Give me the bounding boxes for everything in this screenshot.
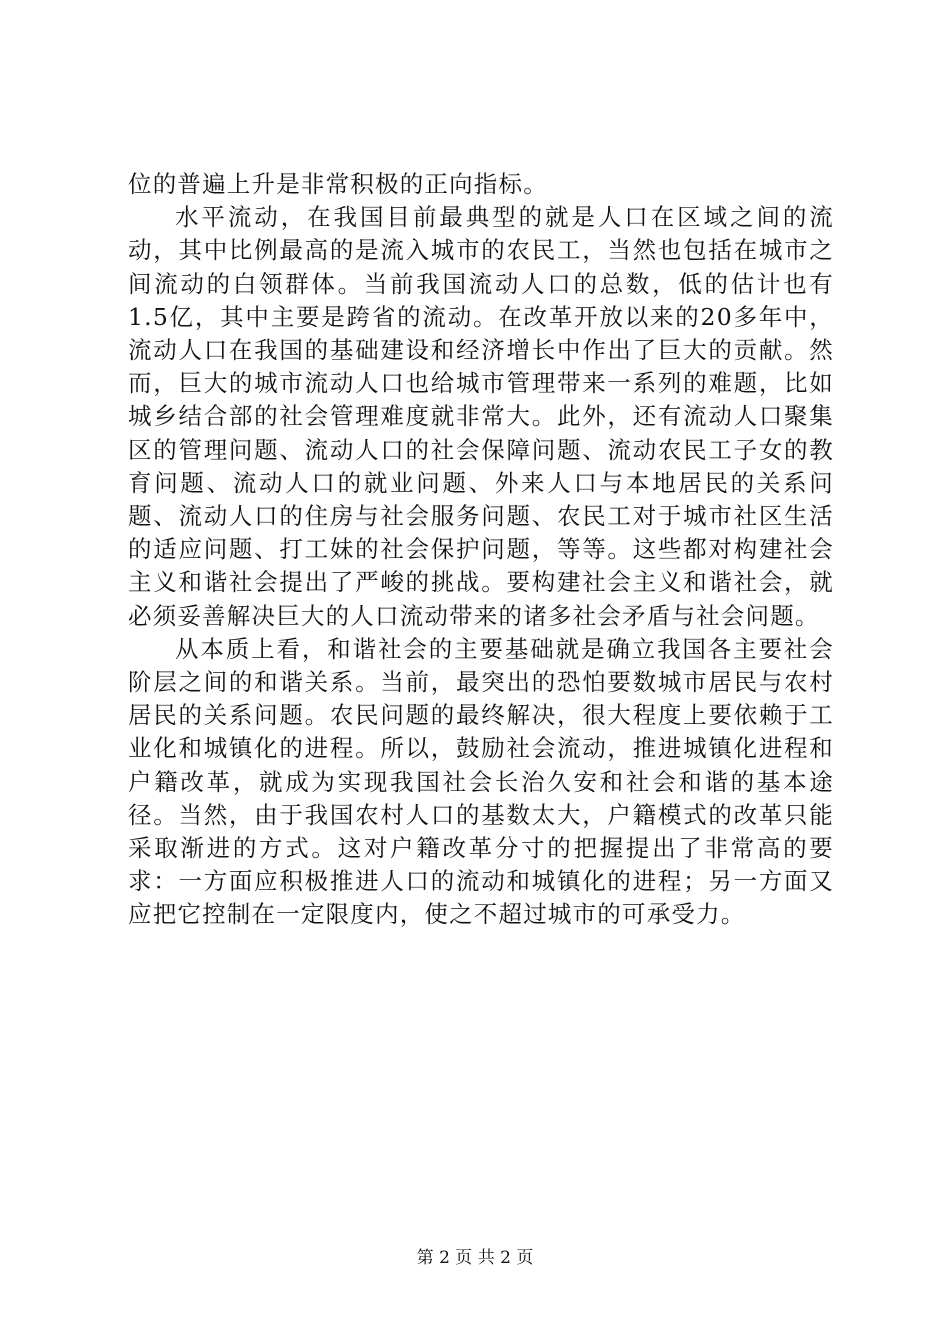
paragraph-horizontal-mobility: 水平流动，在我国目前最典型的就是人口在区域之间的流动，其中比例最高的是流入城市的农民工，当然也包括在城市之间流动的白领群体。当前我国流动人口的总数，低的估计也有1.5亿，其中主要是跨省的流动。在改革开放以来的20多年中，流动人口在我国的基础建设和经济增长中作出了巨大的贡献。然而，巨大的城市流动人口也给城市管理带来一系列的难题，比如城乡结合部的社会管理难度就非常大。此外，还有流动人口聚集区的管理问题、流动人口的社会保障问题、流动农民工子女的教育问题、流动人口的就业问题、外来人口与本地居民的关系问题、流动人口的住房与社会服务问题、农民工对于城市社区生活的适应问题、打工妹的社会保护问题，等等。这些都对构建社会主义和谐社会提出了严峻的挑战。要构建社会主义和谐社会，就必须妥善解决巨大的人口流动带来的诸多社会矛盾与社会问题。 (128, 203, 834, 630)
paragraph-harmonious-society: 从本质上看，和谐社会的主要基础就是确立我国各主要社会阶层之间的和谐关系。当前，最突出的恐怕要数城市居民与农村居民的关系问题。农民问题的最终解决，很大程度上要依赖于工业化和城镇化的进程。所以，鼓励社会流动，推进城镇化进程和户籍改革，就成为实现我国社会长治久安和社会和谐的基本途径。当然，由于我国农村人口的基数太大，户籍模式的改革只能采取渐进的方式。这对户籍改革分寸的把握提出了非常高的要求：一方面应积极推进人口的流动和城镇化的进程；另一方面又应把它控制在一定限度内，使之不超过城市的可承受力。 (128, 634, 834, 929)
paragraph-continuation: 位的普遍上升是非常积极的正向指标。 (128, 170, 548, 198)
page-footer (0, 1243, 950, 1268)
document-body (128, 168, 834, 932)
page-number-label: 第 2 页 共 2 页 (416, 1248, 534, 1268)
